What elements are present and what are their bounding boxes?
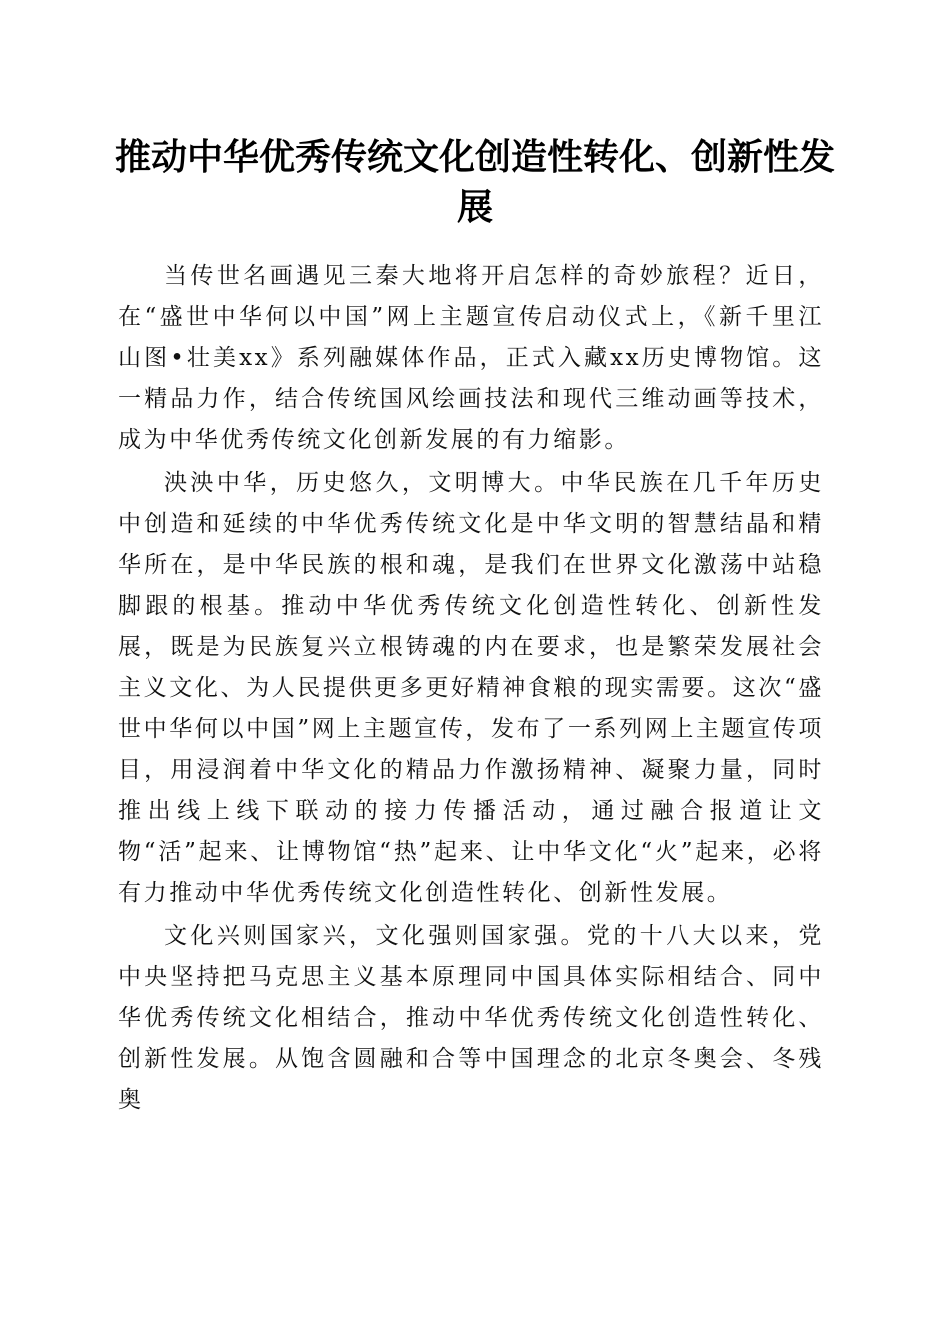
paragraph-2: 泱泱中华，历史悠久，文明博大。中华民族在几千年历史中创造和延续的中华优秀传统文化是中华文明的智慧结晶和精华所在，是中华民族的根和魂，是我们在世界文化激荡中站稳脚跟的根基。推动中华优秀传统文化创造性转化、创新性发展，既是为民族复兴立根铸魂的内在要求，也是繁荣发展社会主义文化、为人民提供更多更好精神食粮的现实需要。这次“盛世中华何以中国”网上主题宣传，发布了一系列网上主题宣传项目，用浸润着中华文化的精品力作激扬精神、凝聚力量，同时推出线上线下联动的接力传播活动，通过融合报道让文物“活”起来、让博物馆“热”起来、让中华文化“火”起来，必将有力推动中华优秀传统文化创造性转化、创新性发展。 bbox=[118, 470, 824, 906]
paragraph-1: 当传世名画遇见三秦大地将开启怎样的奇妙旅程？近日，在“盛世中华何以中国”网上主题宣传启动仪式上，《新千里江山图•壮美xx》系列融媒体作品，正式入藏xx历史博物馆。这一精品力作，结合传统国风绘画技法和现代三维动画等技术，成为中华优秀传统文化创新发展的有力缩影。 bbox=[118, 263, 824, 453]
document-body bbox=[118, 256, 824, 1121]
paragraph-3: 文化兴则国家兴，文化强则国家强。党的十八大以来，党中央坚持把马克思主义基本原理同中国具体实际相结合、同中华优秀传统文化相结合，推动中华优秀传统文化创造性转化、创新性发展。从饱含圆融和合等中国理念的北京冬奥会、冬残奥 bbox=[118, 923, 824, 1113]
document-title: 推动中华优秀传统文化创造性转化、创新性发展 bbox=[114, 136, 835, 228]
